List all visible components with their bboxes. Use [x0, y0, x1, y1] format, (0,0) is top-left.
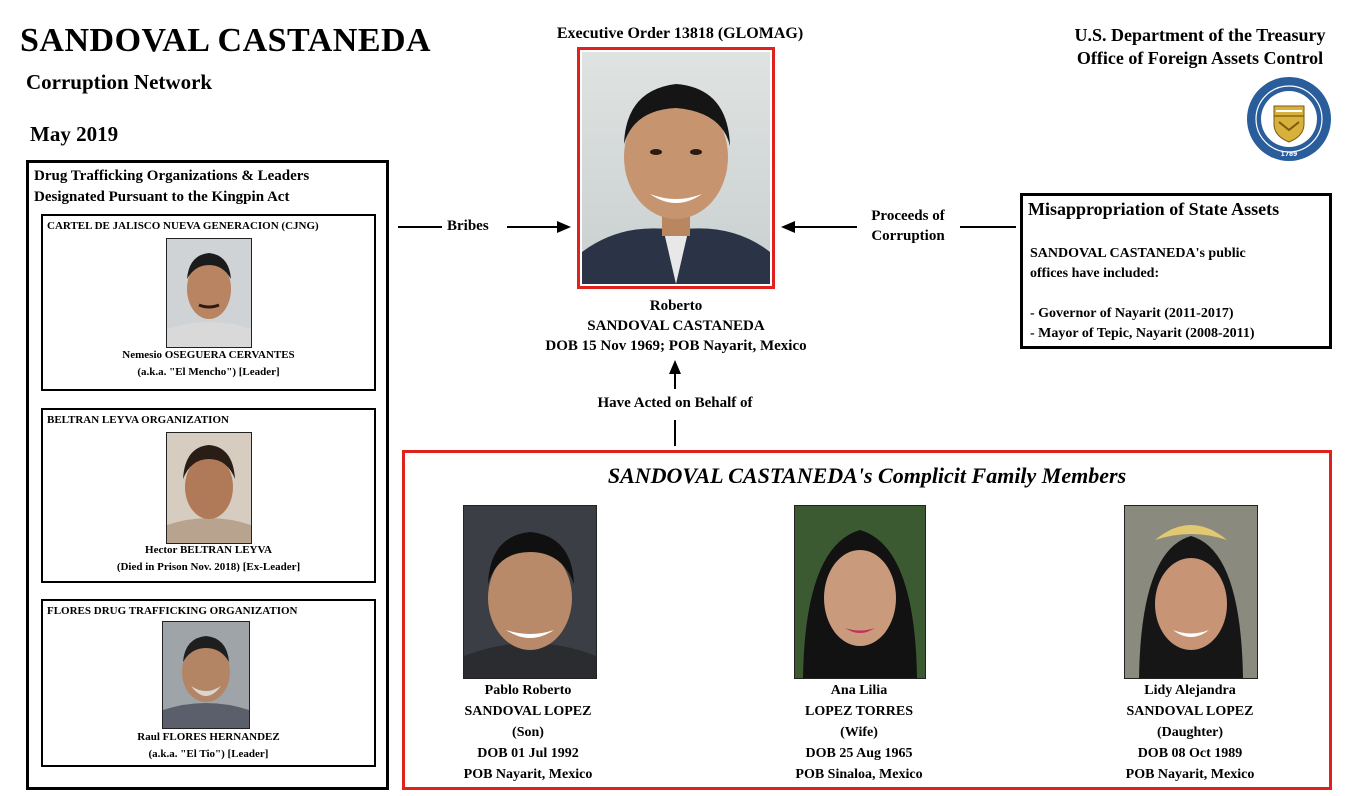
assets-item-2: - Mayor of Tepic, Nayarit (2008-2011) — [1030, 326, 1255, 341]
family-title: SANDOVAL CASTANEDA's Complicit Family Members — [607, 463, 1127, 488]
family-dob: DOB 01 Jul 1992 — [477, 746, 579, 761]
assets-body — [1030, 244, 1255, 344]
kingpin-panel-title — [34, 166, 309, 208]
behalf-arrowhead — [669, 360, 681, 374]
family-pob: POB Sinaloa, Mexico — [795, 767, 923, 782]
org-person-name: Nemesio OSEGUERA CERVANTES — [122, 349, 295, 361]
family-member-caption — [398, 680, 658, 785]
ana-photo — [794, 505, 926, 679]
org-person-name: Raul FLORES HERNANDEZ — [137, 731, 280, 743]
family-relation: (Son) — [512, 725, 544, 740]
org-person-caption — [43, 542, 374, 576]
center-first-name: Roberto — [649, 298, 703, 314]
lidy-photo — [1124, 505, 1258, 679]
bribes-arrow-line-left — [398, 226, 442, 228]
proceeds-arrow-line-left — [795, 226, 857, 228]
family-first-name: Pablo Roberto — [484, 683, 572, 698]
assets-title: Misappropriation of State Assets — [1028, 199, 1280, 219]
family-dob: DOB 08 Oct 1989 — [1137, 746, 1243, 761]
org-name: FLORES DRUG TRAFFICKING ORGANIZATION — [47, 605, 298, 617]
page-subtitle: Corruption Network — [26, 70, 213, 94]
date-label: May 2019 — [30, 122, 119, 146]
family-member-caption — [1060, 680, 1320, 785]
family-relation: (Daughter) — [1156, 725, 1224, 740]
assets-item-1: - Governor of Nayarit (2011-2017) — [1030, 306, 1234, 321]
proceeds-arrowhead — [781, 221, 795, 233]
behalf-arrow-line-top — [674, 373, 676, 389]
center-dob-pob: DOB 15 Nov 1969; POB Nayarit, Mexico — [545, 338, 807, 354]
family-dob: DOB 25 Aug 1965 — [805, 746, 913, 761]
seal-year: 1789 — [1280, 151, 1298, 158]
org-person-note: (Died in Prison Nov. 2018) [Ex-Leader] — [116, 561, 301, 573]
family-pob: POB Nayarit, Mexico — [463, 767, 593, 782]
assets-line-1: SANDOVAL CASTANEDA's public — [1030, 246, 1246, 261]
center-portrait-frame — [577, 47, 775, 289]
assets-box — [1020, 193, 1332, 349]
page-title: SANDOVAL CASTANEDA — [20, 22, 432, 59]
family-first-name: Ana Lilia — [830, 683, 888, 698]
family-last-name: SANDOVAL LOPEZ — [464, 704, 592, 719]
kingpin-title-line-2: Designated Pursuant to the Kingpin Act — [34, 189, 290, 205]
proceeds-label — [858, 206, 958, 246]
behalf-label: Have Acted on Behalf of — [597, 395, 753, 411]
executive-order-label: Executive Order 13818 (GLOMAG) — [556, 25, 804, 42]
kingpin-title-line-1: Drug Trafficking Organizations & Leaders — [34, 168, 310, 184]
roberto-photo — [582, 52, 770, 284]
family-member-caption — [729, 680, 989, 785]
family-first-name: Lidy Alejandra — [1144, 683, 1236, 698]
org-card-flores — [41, 599, 376, 767]
proceeds-label-line-2: Corruption — [871, 228, 945, 244]
agency-name — [1040, 24, 1360, 70]
org-name: CARTEL DE JALISCO NUEVA GENERACION (CJNG) — [47, 220, 319, 232]
center-person-caption — [476, 296, 876, 356]
proceeds-label-line-1: Proceeds of — [871, 208, 945, 224]
flores-photo — [162, 621, 250, 729]
pablo-photo — [463, 505, 597, 679]
bribes-label: Bribes — [447, 218, 489, 234]
treasury-seal-icon — [1246, 76, 1332, 162]
family-relation: (Wife) — [840, 725, 878, 740]
behalf-arrow-line-bottom — [674, 420, 676, 446]
beltran-photo — [166, 432, 252, 544]
org-person-caption — [43, 347, 374, 381]
agency-line-2: Office of Foreign Assets Control — [1076, 48, 1324, 68]
org-person-note: (a.k.a. "El Tio") [Leader] — [148, 748, 269, 760]
org-name: BELTRAN LEYVA ORGANIZATION — [47, 414, 229, 426]
proceeds-arrow-line-right — [960, 226, 1016, 228]
family-pob: POB Nayarit, Mexico — [1125, 767, 1255, 782]
family-last-name: LOPEZ TORRES — [804, 704, 914, 719]
org-person-note: (a.k.a. "El Mencho") [Leader] — [137, 366, 280, 378]
org-card-blo — [41, 408, 376, 583]
org-person-caption — [43, 729, 374, 763]
agency-line-1: U.S. Department of the Treasury — [1074, 25, 1326, 45]
bribes-arrow-line-right — [507, 226, 559, 228]
org-person-name: Hector BELTRAN LEYVA — [145, 544, 272, 556]
bribes-arrowhead — [557, 221, 571, 233]
org-card-cjng — [41, 214, 376, 391]
assets-line-2: offices have included: — [1030, 266, 1160, 281]
oseguera-photo — [166, 238, 252, 348]
center-last-name: SANDOVAL CASTANEDA — [587, 318, 765, 334]
family-last-name: SANDOVAL LOPEZ — [1126, 704, 1254, 719]
